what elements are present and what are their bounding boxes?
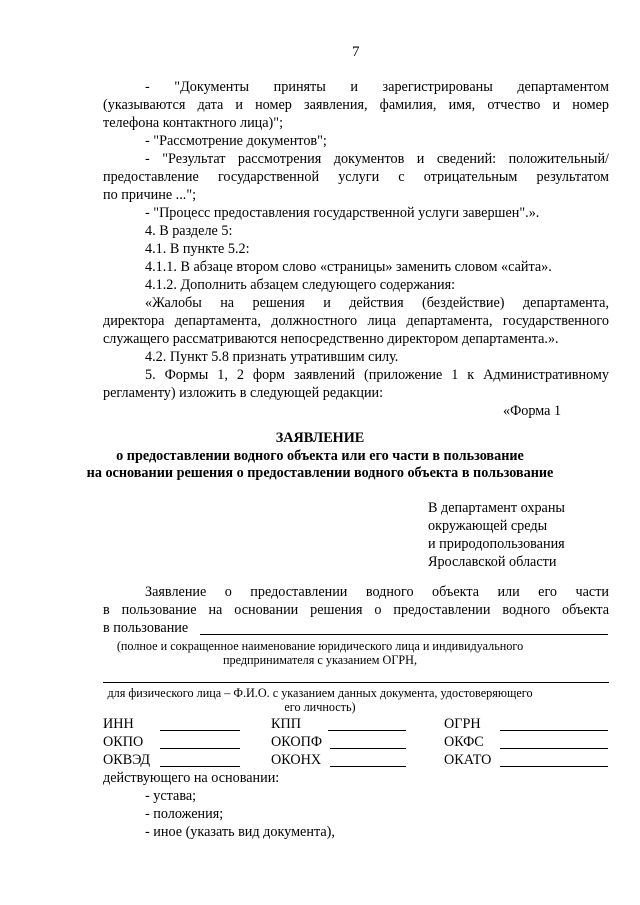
form-subtitle: на основании решения о предоставлении водного объекта в пользование <box>86 465 554 481</box>
body-line: - "Документы приняты и зарегистрированы департаментом <box>145 79 609 95</box>
body-line: предоставление государственной услуги с отрицательным результатом <box>103 169 609 185</box>
body-line: 5. Формы 1, 2 форм заявлений (приложение 1 к Административному <box>145 367 609 383</box>
body-line: 4.1.1. В абзаце втором слово «страницы» заменить словом «сайта». <box>145 259 552 275</box>
form-title: ЗАЯВЛЕНИЕ <box>275 430 365 446</box>
okpo-label: ОКПО <box>103 734 144 750</box>
basis-label: действующего на основании: <box>103 770 280 786</box>
field-note: предпринимателя с указанием ОГРН, <box>222 653 418 667</box>
body-line: 4.2. Пункт 5.8 признать утратившим силу. <box>145 349 399 365</box>
okopf-field[interactable] <box>330 748 406 749</box>
okonh-field[interactable] <box>330 766 406 767</box>
body-line: телефона контактного лица)"; <box>103 115 284 131</box>
inn-label: ИНН <box>103 716 134 732</box>
body-line: 4. В разделе 5: <box>145 223 233 239</box>
fill-line[interactable] <box>200 634 608 635</box>
body-line: 4.1. В пункте 5.2: <box>145 241 250 257</box>
body-line: по причине ..."; <box>103 187 197 203</box>
basis-item: - иное (указать вид документа), <box>145 824 335 840</box>
body-line: директора департамента, должностного лица департамента, государственного <box>103 313 609 329</box>
ogrn-field[interactable] <box>500 730 608 731</box>
body-line: (указываются дата и номер заявления, фамилия, имя, отчество и номер <box>103 97 609 113</box>
kpp-label: КПП <box>271 716 301 732</box>
okato-label: ОКАТО <box>444 752 492 768</box>
field-note: (полное и сокращенное наименование юридического лица и индивидуального <box>116 639 524 653</box>
statement-line: Заявление о предоставлении водного объекта или его части <box>145 584 609 600</box>
addressee-line: окружающей среды <box>428 518 548 534</box>
form-label: «Форма 1 <box>503 403 562 419</box>
addressee-line: Ярославской области <box>428 554 557 570</box>
body-line: регламенту) изложить в следующей редакции: <box>103 385 384 401</box>
okfs-field[interactable] <box>500 748 608 749</box>
basis-item: - устава; <box>145 788 197 804</box>
basis-item: - положения; <box>145 806 224 822</box>
statement-line: в пользование на основании решения о предоставлении водного объекта <box>103 602 609 618</box>
body-line: служащего рассматриваются непосредственно директором департамента.». <box>103 331 559 347</box>
body-line: 4.1.2. Дополнить абзацем следующего содержания: <box>145 277 456 293</box>
statement-line: в пользование <box>103 620 189 636</box>
okato-field[interactable] <box>500 766 608 767</box>
form-subtitle: о предоставлении водного объекта или его части в пользование <box>116 448 524 464</box>
fill-line[interactable] <box>103 682 609 683</box>
body-line: - "Рассмотрение документов"; <box>145 133 327 149</box>
body-line: «Жалобы на решения и действия (бездействие) департамента, <box>145 295 609 311</box>
okved-field[interactable] <box>160 766 240 767</box>
okfs-label: ОКФС <box>444 734 484 750</box>
body-line: - "Процесс предоставления государственной услуги завершен".». <box>145 205 540 221</box>
field-note: для физического лица – Ф.И.О. с указанием данных документа, удостоверяющего <box>107 686 533 700</box>
okonh-label: ОКОНХ <box>271 752 322 768</box>
okpo-field[interactable] <box>160 748 240 749</box>
addressee-line: В департамент охраны <box>428 500 565 516</box>
ogrn-label: ОГРН <box>444 716 481 732</box>
field-note: его личность) <box>284 700 356 714</box>
inn-field[interactable] <box>160 730 240 731</box>
okved-label: ОКВЭД <box>103 752 151 768</box>
kpp-field[interactable] <box>328 730 406 731</box>
body-line: - "Результат рассмотрения документов и сведений: положительный/ <box>145 151 609 167</box>
addressee-line: и природопользования <box>428 536 565 552</box>
page-number: 7 <box>352 44 360 60</box>
okopf-label: ОКОПФ <box>271 734 323 750</box>
